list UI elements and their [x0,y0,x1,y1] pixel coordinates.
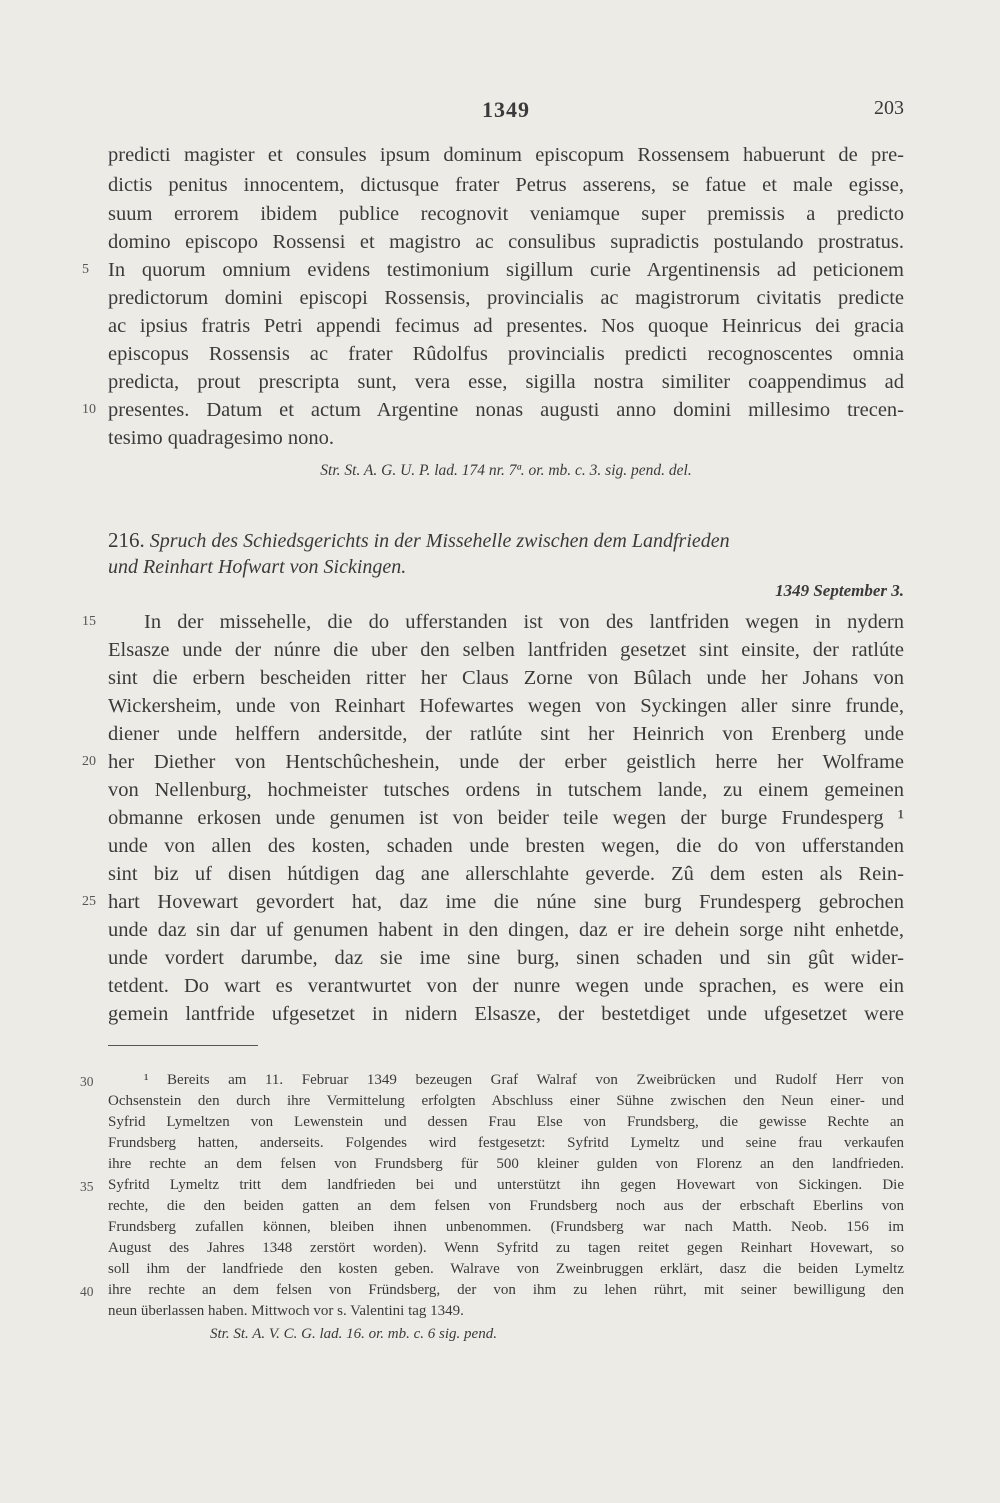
footnote-line: Ochsenstein den durch ihre Vermittelung erfolgten Abschluss einer Sühne zwischen den Neun einer- und [108,1093,904,1109]
footnote-line: ihre rechte an dem felsen von Frundsberg für 500 kleiner gulden von Florenz an den landfrieden. [108,1156,904,1172]
text-line: predicti magister et consules ipsum dominum episcopum Rossensem habuerunt de pre- [108,144,904,166]
text-line: von Nellenburg, hochmeister tutsches ordens in tutschem lande, zu einem gemeinen [108,779,904,801]
text-line: obmanne erkosen unde genumen ist von beider teile wegen der burge Frundesperg ¹ [108,807,904,829]
text-line: unde vordert darumbe, daz sie ime sine burg, sinen schaden und sin gût wider- [108,947,904,969]
source-citation: Str. St. A. G. U. P. lad. 174 nr. 7ª. or. mb. c. 3. sig. pend. del. [320,462,692,479]
page-number: 203 [874,97,904,119]
line-number: 20 [82,754,96,769]
footnote-divider [108,1045,258,1046]
text-line: In der missehelle, die do ufferstanden ist von des lantfriden wegen in nydern [144,611,904,633]
text-line: ac ipsius fratris Petri appendi fecimus ad presentes. Nos quoque Heinricus dei gracia [108,315,904,337]
line-number: 5 [82,262,89,277]
line-number: 40 [80,1284,94,1299]
text-line: gemein lantfride ufgesetzet in nidern Elsasze, der bestetdiget unde ufgesetzet were [108,1003,904,1025]
footnote-line: August des Jahres 1348 zerstört worden). Wenn Syfritd zu tagen reitet gegen Reinhart Hovewart, so [108,1240,904,1256]
footnote-line: soll ihm der landfriede den kosten geben. Walrave von Zweinbruggen erklärt, dasz die beiden Lymeltz [108,1261,904,1277]
section-number: 216. [108,528,145,552]
footnote-line: ¹ Bereits am 11. Februar 1349 bezeugen Graf Walraf von Zweibrücken und Rudolf Herr von [144,1072,904,1088]
text-line: dictis penitus innocentem, dictusque frater Petrus asserens, se fatue et male egisse, [108,174,904,196]
text-line: domino episcopo Rossensi et magistro ac consulibus supradictis postulando prostratus. [108,231,904,253]
footnote-line: rechte, die den beiden gatten an dem felsen von Frundsberg noch aus der erbschaft Eberlins von [108,1198,904,1214]
text-line: Wickersheim, unde von Reinhart Hofewartes wegen von Syckingen aller sinre frunde, [108,695,904,717]
text-line: unde von allen des kosten, schaden unde bresten wegen, die do von ufferstanden [108,835,904,857]
text-line: diener unde helffern andersitde, der ratlúte sint her Heinrich von Erenberg unde [108,723,904,745]
line-number: 15 [82,614,96,629]
text-line: unde daz sin dar uf genumen habent in den dingen, daz er ire dehein sorge niht enhetde, [108,919,904,941]
text-line: sint biz uf disen hútdigen dag ane allerschlahte geverde. Zû dem esten als Rein- [108,863,904,885]
line-number: 30 [80,1074,94,1089]
text-line: her Diether von Hentschûcheshein, unde der erber geistlich herre her Wolframe [108,751,904,773]
text-line: sint die erbern bescheiden ritter her Claus Zorne von Bûlach unde her Johans von [108,667,904,689]
page-header [108,97,904,127]
text-line: presentes. Datum et actum Argentine nonas augusti anno domini millesimo trecen- [108,399,904,421]
text-line: predicta, prout prescripta sunt, vera esse, sigilla nostra similiter coappendimus ad [108,371,904,393]
footnote-line: neun überlassen haben. Mittwoch vor s. Valentini tag 1349. [108,1303,464,1319]
text-line: tetdent. Do wart es verantwurtet von der nunre wegen unde sprachen, es were ein [108,975,904,997]
footnote-line: ihre rechte an dem felsen von Fründsberg, der von ihm zu lehen rührt, mit seiner bewilligung den [108,1282,904,1298]
footnote-citation: Str. St. A. V. C. G. lad. 16. or. mb. c. 6 sig. pend. [210,1326,497,1342]
section-title-line2: und Reinhart Hofwart von Sickingen. [108,556,407,578]
section-date: 1349 September 3. [775,581,904,600]
header-year: 1349 [482,97,530,122]
text-line: episcopus Rossensis ac frater Rûdolfus provincialis predicti recognoscentes omnia [108,343,904,365]
line-number: 10 [82,402,96,417]
footnote-line: Frundsberg hatten, anderseits. Folgendes wird festgesetzt: Syfritd Lymeltz und seine frau verkaufen [108,1135,904,1151]
footnote-line: Syfritd Lymeltz tritt dem landfrieden bei und unterstützt ihn gegen Hovewart von Sickingen. Die [108,1177,904,1193]
line-number: 35 [80,1179,94,1194]
text-line: Elsasze unde der núnre die uber den selben lantfriden gesetzet sint einsite, der ratlúte [108,639,904,661]
line-number: 25 [82,894,96,909]
text-line: hart Hovewart gevordert hat, daz ime die núne sine burg Frundesperg gebrochen [108,891,904,913]
footnote-line: Syfrid Lymeltzen von Lewenstein und dessen Frau Else von Frundsberg, die gewisse Rechte an [108,1114,904,1130]
text-line: suum errorem ibidem publice recognovit veniamque super premissis a predicto [108,203,904,225]
footnote-line: Frundsberg zufallen können, bleiben ihnen unbenommen. (Frundsberg war nach Matth. Neob. 156 im [108,1219,904,1235]
text-line: predictorum domini episcopi Rossensis, provincialis ac magistrorum civitatis predicte [108,287,904,309]
text-line: In quorum omnium evidens testimonium sigillum curie Argentinensis ad peticionem [108,259,904,281]
text-line: tesimo quadragesimo nono. [108,427,335,449]
section-heading [108,528,904,553]
section-title-line1: Spruch des Schiedsgerichts in der Missehelle zwischen dem Landfrieden [149,530,730,552]
